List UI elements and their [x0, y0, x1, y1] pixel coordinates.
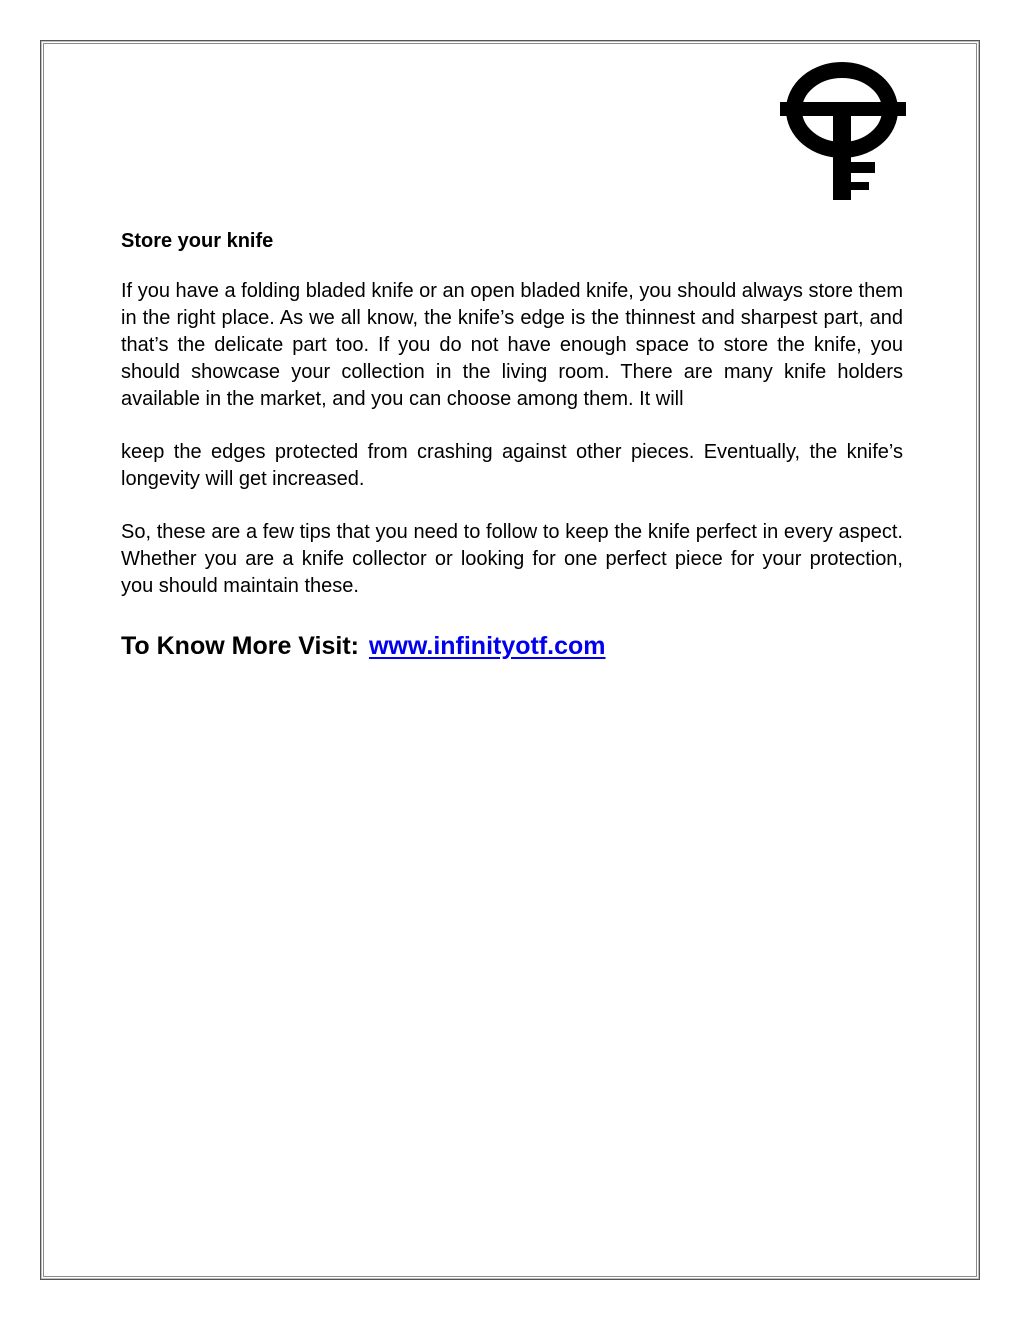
- paragraph-summary: So, these are a few tips that you need to follow to keep the knife perfect in every aspect. Whether you are a knife collector or looking for one perfect piece for your protection, you should maintain these.: [121, 521, 903, 597]
- paragraph-storage: If you have a folding bladed knife or an open bladed knife, you should always store them in the right place. As we all know, the knife’s edge is the thinnest and sharpest part, and that’s the delicate part too. If you do not have enough space to store the knife, you should showcase your collection in the living room. There are many knife holders available in the market, and you can choose among them. It will: [121, 280, 903, 410]
- visit-label: To Know More Visit:: [121, 632, 359, 660]
- paragraph-protection: keep the edges protected from crashing against other pieces. Eventually, the knife’s longevity will get increased.: [121, 441, 903, 490]
- otf-logo-icon: [780, 58, 906, 200]
- website-link[interactable]: www.infinityotf.com: [368, 632, 606, 660]
- article-body: [121, 228, 903, 662]
- visit-line: [121, 630, 903, 662]
- section-heading: Store your knife: [121, 230, 274, 252]
